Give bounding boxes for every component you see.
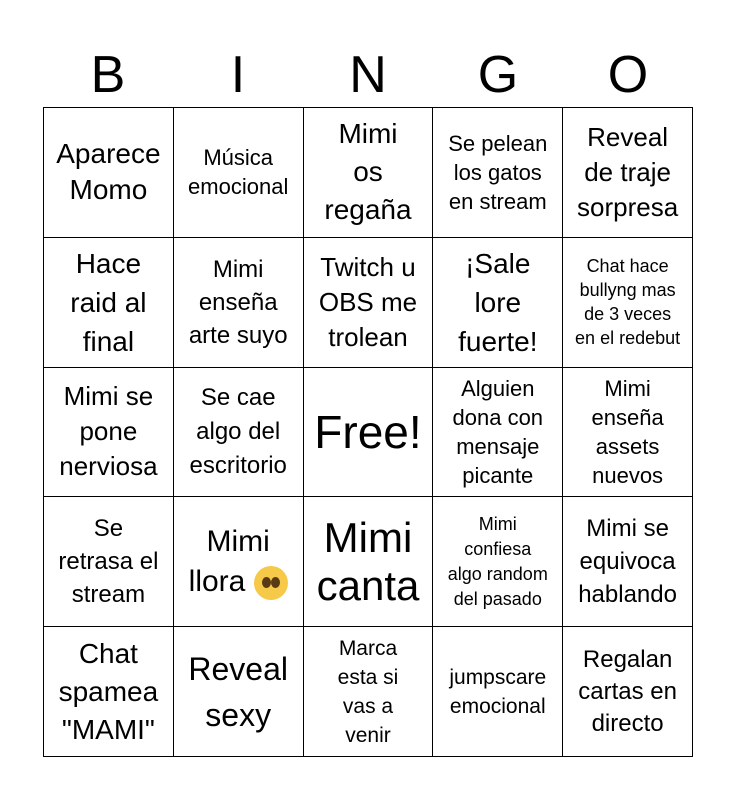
bingo-cell[interactable] [433, 238, 563, 368]
bingo-cell[interactable] [174, 238, 304, 368]
header-letter-o: O [607, 46, 649, 104]
cell-text: Hace raid al final [70, 247, 147, 357]
free-space-label: Free! [314, 405, 422, 458]
cell-text: Se retrasa el stream [58, 515, 159, 609]
bingo-cell[interactable] [44, 627, 174, 757]
bingo-cell-free[interactable] [304, 368, 434, 498]
cell-text: Aparece Momo [56, 138, 161, 206]
cell-text: Mimi llora [188, 524, 270, 598]
bingo-cell[interactable] [563, 627, 693, 757]
cell-text: ¡Sale lore fuerte! [458, 247, 538, 357]
cell-text: Mimi canta [316, 513, 420, 609]
bingo-cell[interactable] [174, 497, 304, 627]
bingo-cell[interactable] [563, 238, 693, 368]
bingo-cell[interactable] [44, 108, 174, 238]
bingo-header [43, 40, 693, 110]
bingo-cell[interactable] [44, 238, 174, 368]
bingo-cell[interactable] [433, 627, 563, 757]
cell-text: Alguien dona con mensaje picante [452, 375, 544, 488]
bingo-grid [43, 107, 693, 757]
header-letter-g: G [477, 46, 519, 104]
bingo-cell[interactable] [304, 627, 434, 757]
cell-text: Mimi enseña assets nuevos [591, 375, 664, 488]
cell-text: Regalan cartas en directo [578, 645, 677, 737]
bingo-cell[interactable] [304, 238, 434, 368]
header-letter-i: I [230, 46, 246, 104]
bingo-cell[interactable] [44, 497, 174, 627]
cell-text: Mimi confiesa algo random del pasado [447, 513, 548, 609]
pleading-face-icon [254, 566, 288, 600]
bingo-cell[interactable] [563, 108, 693, 238]
bingo-cell[interactable] [304, 108, 434, 238]
cell-text: Se pelean los gatos en stream [448, 130, 548, 214]
cell-text: Reveal sexy [188, 650, 288, 733]
cell-text: Música emocional [188, 145, 289, 200]
bingo-cell[interactable] [174, 108, 304, 238]
bingo-cell[interactable] [174, 627, 304, 757]
bingo-cell[interactable] [433, 108, 563, 238]
bingo-cell[interactable] [563, 497, 693, 627]
cell-text: Reveal de traje sorpresa [577, 121, 679, 222]
bingo-cell[interactable] [304, 497, 434, 627]
bingo-cell[interactable] [433, 368, 563, 498]
cell-text: Chat spamea "MAMI" [58, 637, 159, 745]
cell-text: Chat hace bullyng mas de 3 veces en el redebut [575, 256, 681, 349]
bingo-cell[interactable] [174, 368, 304, 498]
bingo-cell[interactable] [563, 368, 693, 498]
header-letter-b: B [90, 46, 126, 104]
cell-text: Mimi se pone nerviosa [59, 381, 158, 482]
cell-text: Mimi os regaña [324, 118, 412, 226]
cell-text: Twitch u OBS me trolean [318, 251, 418, 352]
bingo-cell[interactable] [44, 368, 174, 498]
header-letter-n: N [349, 46, 387, 104]
cell-text: Mimi enseña arte suyo [188, 255, 288, 349]
cell-text: Marca esta si vas a venir [337, 636, 399, 747]
cell-text: jumpscare emocional [449, 665, 547, 718]
bingo-cell[interactable] [433, 497, 563, 627]
cell-text: Se cae algo del escritorio [189, 383, 287, 479]
cell-text: Mimi se equivoca hablando [578, 515, 677, 609]
